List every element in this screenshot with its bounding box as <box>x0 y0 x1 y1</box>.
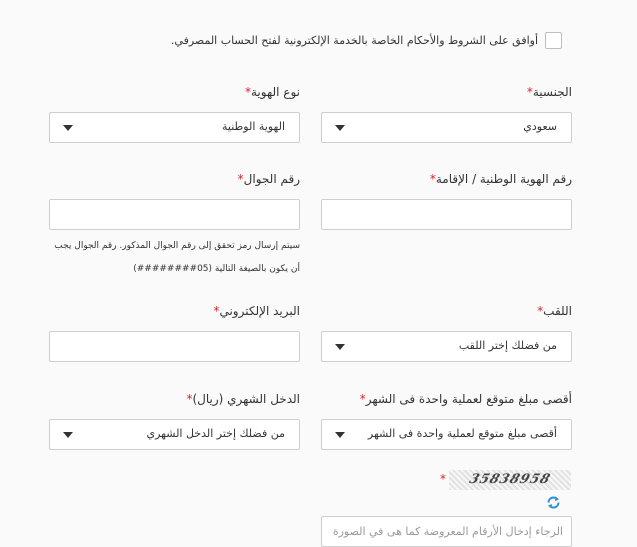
max-amount-label: أقصى مبلغ متوقع لعملية واحدة فى الشهر* <box>359 392 572 406</box>
refresh-icon[interactable] <box>545 494 562 511</box>
id-type-select[interactable] <box>49 112 300 143</box>
monthly-income-label: الدخل الشهري (ريال)* <box>186 392 300 406</box>
id-number-input[interactable] <box>321 199 572 230</box>
captcha-placeholder: الرجاء إدخال الأرقام المعروضة كما هى في الصورة <box>332 525 563 538</box>
email-input[interactable] <box>49 331 300 362</box>
nationality-label: الجنسية* <box>526 85 572 99</box>
captcha-image: 35838958 <box>449 470 571 490</box>
id-type-value: الهوية الوطنية <box>222 120 285 133</box>
title-select[interactable] <box>321 331 572 362</box>
id-number-label: رقم الهوية الوطنية / الإقامة* <box>429 172 572 186</box>
email-label: البريد الإلكتروني* <box>213 304 300 318</box>
chevron-down-icon <box>335 125 345 131</box>
max-amount-value: أقصى مبلغ متوقع لعملية واحدة فى الشهر <box>367 427 557 440</box>
chevron-down-icon <box>335 344 345 350</box>
title-value: من فضلك إختر اللقب <box>458 339 557 352</box>
terms-checkbox[interactable] <box>545 32 562 49</box>
id-type-label: نوع الهوية* <box>244 85 300 99</box>
monthly-income-select[interactable] <box>49 419 300 450</box>
title-label: اللقب* <box>537 304 572 318</box>
chevron-down-icon <box>63 125 73 131</box>
captcha-input[interactable] <box>321 516 572 547</box>
chevron-down-icon <box>335 432 345 438</box>
captcha-required-mark: * <box>440 472 446 486</box>
nationality-select[interactable] <box>321 112 572 143</box>
monthly-income-value: من فضلك إختر الدخل الشهري <box>146 427 285 440</box>
mobile-input[interactable] <box>49 199 300 230</box>
chevron-down-icon <box>63 432 73 438</box>
max-amount-select[interactable] <box>321 419 572 450</box>
mobile-label: رقم الجوال* <box>237 172 300 186</box>
terms-label: أوافق على الشروط والأحكام الخاصة بالخدمة الإلكترونية لفتح الحساب المصرفي. <box>170 34 538 47</box>
mobile-help-text: سيتم إرسال رمز تحقق إلى رقم الجوال المذكور. رقم الجوال يجب أن يكون بالصيغة التالية (05########) <box>54 241 300 274</box>
nationality-value: سعودي <box>523 120 557 133</box>
